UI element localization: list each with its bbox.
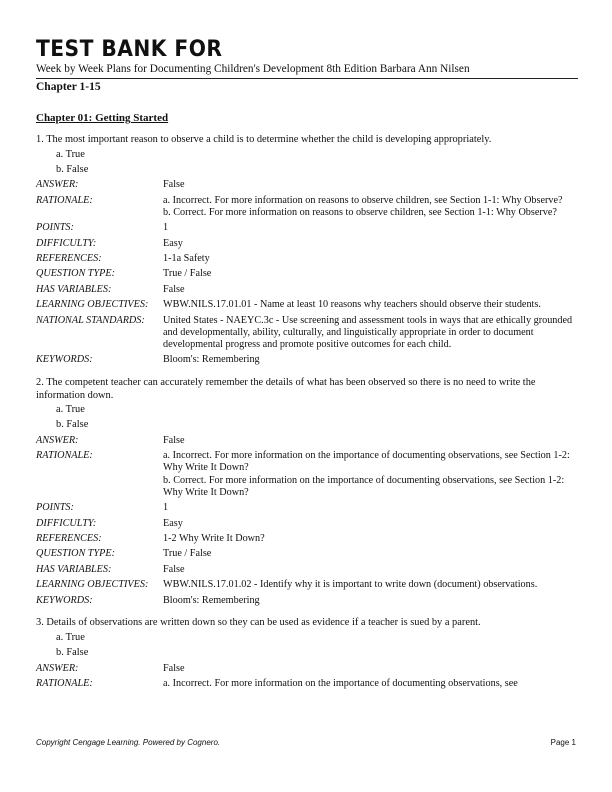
rationale-label: RATIONALE: bbox=[36, 194, 93, 206]
has-variables-row bbox=[36, 562, 578, 577]
difficulty-label: DIFFICULTY: bbox=[36, 237, 97, 249]
points-value: 1 bbox=[163, 502, 169, 514]
points-label: POINTS: bbox=[36, 222, 74, 234]
rationale-a: a. Incorrect. For more information on reasons to observe children, see Section 1-1: Why Observe? bbox=[163, 194, 563, 206]
answer-value: False bbox=[163, 662, 185, 674]
question-type-label: QUESTION TYPE: bbox=[36, 548, 115, 560]
answer-label: ANSWER: bbox=[36, 179, 79, 191]
keywords-row bbox=[36, 593, 578, 608]
copyright-notice: Copyright Cengage Learning. Powered by Cognero. bbox=[36, 738, 221, 747]
test-bank-page bbox=[36, 38, 578, 692]
question-1 bbox=[36, 134, 578, 368]
book-subtitle: Week by Week Plans for Documenting Children's Development 8th Edition Barbara Ann Nilsen bbox=[36, 63, 470, 75]
rationale-b: b. Correct. For more information on reasons to observe children, see Section 1-1: Why Observe? bbox=[163, 206, 557, 218]
has-variables-label: HAS VARIABLES: bbox=[36, 283, 112, 295]
answer-value: False bbox=[163, 179, 185, 191]
references-row bbox=[36, 251, 578, 266]
rationale-value bbox=[163, 449, 578, 501]
points-row bbox=[36, 501, 578, 516]
rationale-label: RATIONALE: bbox=[36, 450, 93, 462]
question-stem: 2. The competent teacher can accurately remember the details of what has been observed so there is no need to write the information down. bbox=[36, 377, 536, 401]
question-type-value: True / False bbox=[163, 548, 212, 560]
keywords-label: KEYWORDS: bbox=[36, 354, 93, 366]
keywords-label: KEYWORDS: bbox=[36, 594, 93, 606]
national-standards-label: NATIONAL STANDARDS: bbox=[36, 314, 145, 326]
answer-row bbox=[36, 178, 578, 193]
choice-a: a. True bbox=[56, 632, 85, 644]
choice-b: b. False bbox=[56, 419, 89, 431]
difficulty-value: Easy bbox=[163, 517, 183, 529]
rationale-a: a. Incorrect. For more information on the importance of documenting observations, see Section 1-2: Why Write It Down? bbox=[163, 450, 570, 474]
question-metadata bbox=[36, 661, 578, 692]
rationale-label: RATIONALE: bbox=[36, 678, 93, 689]
points-value: 1 bbox=[163, 222, 169, 234]
question-type-label: QUESTION TYPE: bbox=[36, 268, 115, 280]
references-value: 1-1a Safety bbox=[163, 252, 210, 264]
has-variables-value: False bbox=[163, 283, 185, 295]
answer-label: ANSWER: bbox=[36, 434, 79, 446]
references-label: REFERENCES: bbox=[36, 533, 102, 545]
points-row bbox=[36, 221, 578, 236]
question-2 bbox=[36, 377, 578, 608]
choice-b: b. False bbox=[56, 163, 89, 175]
learning-objectives-label: LEARNING OBJECTIVES: bbox=[36, 579, 149, 591]
references-row bbox=[36, 531, 578, 546]
answer-label: ANSWER: bbox=[36, 662, 79, 674]
answer-row bbox=[36, 661, 578, 676]
choice-a: a. True bbox=[56, 148, 85, 160]
question-metadata bbox=[36, 433, 578, 608]
difficulty-row bbox=[36, 516, 578, 531]
references-label: REFERENCES: bbox=[36, 252, 102, 264]
chapter-range: Chapter 1-15 bbox=[36, 81, 101, 93]
rationale-value: a. Incorrect. For more information on the importance of documenting observations, see bbox=[163, 678, 518, 689]
choice-b: b. False bbox=[56, 647, 89, 659]
learning-objectives-row bbox=[36, 298, 578, 313]
choice-a: a. True bbox=[56, 404, 85, 416]
difficulty-value: Easy bbox=[163, 237, 183, 249]
learning-objectives-row bbox=[36, 578, 578, 593]
question-metadata bbox=[36, 178, 578, 369]
rationale-row bbox=[36, 676, 578, 691]
header-divider bbox=[36, 78, 578, 79]
question-type-row bbox=[36, 547, 578, 562]
national-standards-row bbox=[36, 313, 578, 353]
question-stem: 1. The most important reason to observe a child is to determine whether the child is developing appropriately. bbox=[36, 134, 492, 145]
has-variables-label: HAS VARIABLES: bbox=[36, 563, 112, 575]
rationale-row bbox=[36, 193, 578, 221]
question-type-row bbox=[36, 267, 578, 282]
keywords-row bbox=[36, 353, 578, 368]
banner-title: TEST BANK FOR bbox=[36, 37, 223, 62]
difficulty-label: DIFFICULTY: bbox=[36, 517, 97, 529]
rationale-b: b. Correct. For more information on the importance of documenting observations, see Section 1-2: Why Write It Down? bbox=[163, 474, 565, 498]
keywords-value: Bloom's: Remembering bbox=[163, 594, 260, 606]
question-3 bbox=[36, 617, 578, 691]
keywords-value: Bloom's: Remembering bbox=[163, 354, 260, 366]
rationale-value bbox=[163, 193, 578, 221]
learning-objectives-value: WBW.NILS.17.01.02 - Identify why it is important to write down (document) observations. bbox=[163, 579, 538, 591]
difficulty-row bbox=[36, 236, 578, 251]
rationale-row bbox=[36, 449, 578, 501]
has-variables-row bbox=[36, 282, 578, 297]
question-stem: 3. Details of observations are written down so they can be used as evidence if a teacher is sued by a parent. bbox=[36, 617, 481, 629]
national-standards-value: United States - NAEYC.3c - Use screening and assessment tools in ways that are ethically grounded and developmentally, ability, culturally, and linguistically appropriate in order to document developmental progress and promote positive outcomes for each child. bbox=[163, 314, 573, 350]
points-label: POINTS: bbox=[36, 502, 74, 514]
chapter-title: Chapter 01: Getting Started bbox=[36, 112, 169, 124]
has-variables-value: False bbox=[163, 563, 185, 575]
references-value: 1-2 Why Write It Down? bbox=[163, 533, 265, 545]
answer-row bbox=[36, 433, 578, 448]
learning-objectives-label: LEARNING OBJECTIVES: bbox=[36, 299, 149, 311]
learning-objectives-value: WBW.NILS.17.01.01 - Name at least 10 reasons why teachers should observe their students. bbox=[163, 299, 541, 311]
question-type-value: True / False bbox=[163, 268, 212, 280]
answer-value: False bbox=[163, 434, 185, 446]
page-number: Page 1 bbox=[550, 738, 576, 747]
